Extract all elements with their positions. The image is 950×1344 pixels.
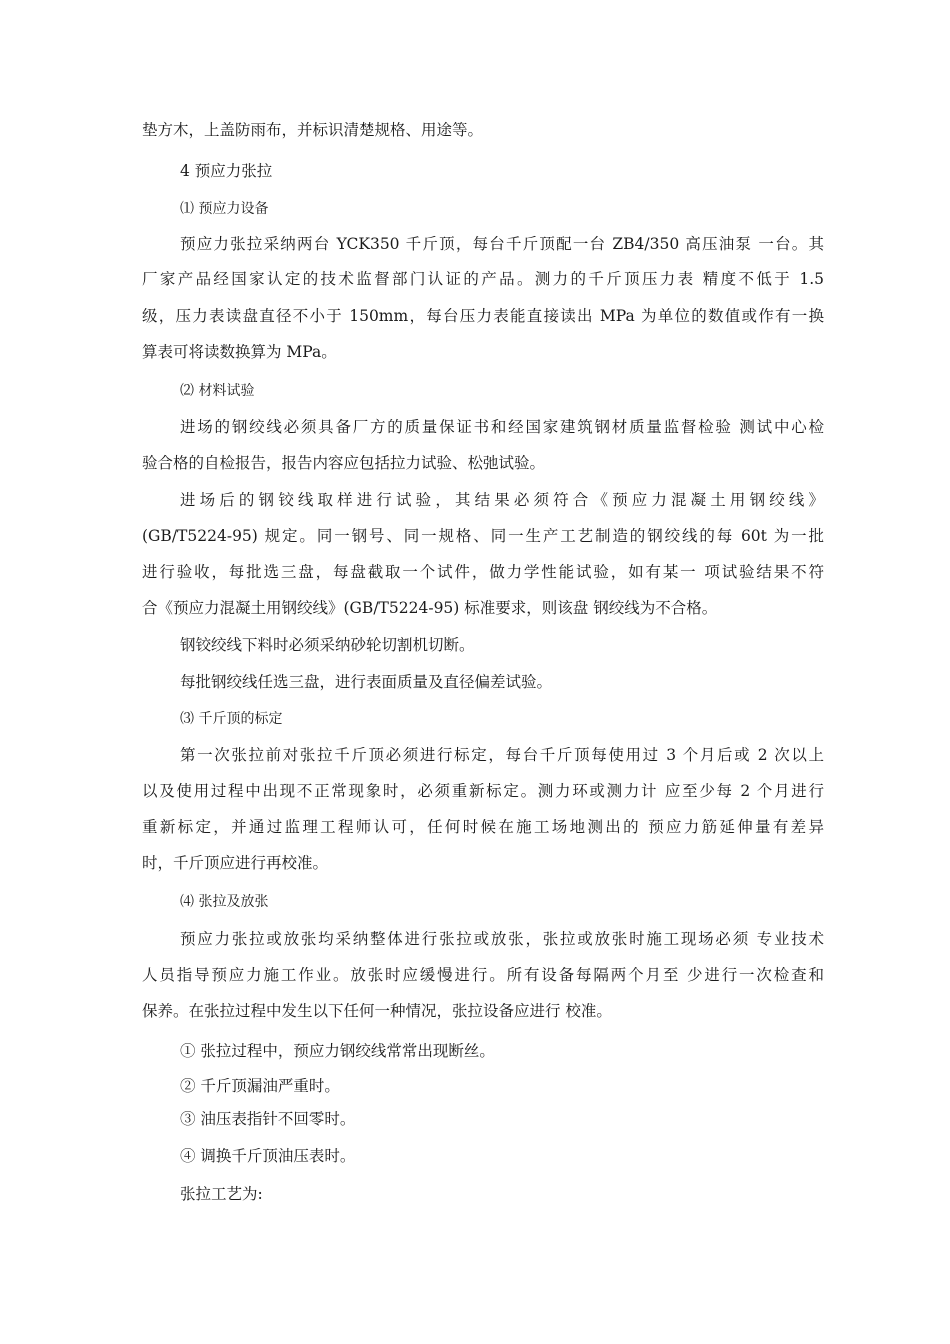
paragraph-line: 钢铰绞线下料时必须采纳砂轮切割机切断。 [180, 636, 475, 654]
text-line: 垫方木，上盖防雨布，并标识清楚规格、用途等。 [142, 121, 484, 139]
list-item: ④ 调换千斤顶油压表时。 [180, 1147, 356, 1165]
paragraph-line: 预应力张拉或放张均采纳整体进行张拉或放张，张拉或放张时施工现场必须 专业技术 [180, 930, 824, 948]
paragraph-line: 以及使用过程中出现不正常现象时，必须重新标定。测力环或测力计 应至少每 2 个月进行 [142, 782, 824, 800]
paragraph-line: 进行验收，每批选三盘，每盘截取一个试件，做力学性能试验，如有某一 项试验结果不符 [142, 563, 824, 581]
paragraph-line: 厂家产品经国家认定的技术监督部门认证的产品。测力的千斤顶压力表 精度不低于 1.5 [142, 270, 824, 288]
paragraph-line: 时，千斤顶应进行再校准。 [142, 854, 329, 872]
paragraph-line: 合《预应力混凝土用钢绞线》(GB/T5224-95) 标准要求，则该盘 钢绞线为不合格。 [142, 599, 718, 617]
list-item: ② 千斤顶漏油严重时。 [180, 1077, 340, 1095]
subsection-heading: ⑴ 预应力设备 [180, 201, 269, 217]
list-item: ① 张拉过程中，预应力钢绞线常常出现断丝。 [180, 1042, 495, 1060]
paragraph-line: (GB/T5224-95) 规定。同一钢号、同一规格、同一生产工艺制造的钢绞线的每 60t 为一批 [142, 527, 824, 545]
paragraph-line: 进场后的钢铰线取样进行试验，其结果必须符合《预应力混凝土用钢绞线》 [180, 491, 824, 509]
subsection-heading: ⑵ 材料试验 [180, 383, 255, 399]
paragraph-line: 算表可将读数换算为 MPa。 [142, 343, 337, 361]
section-heading: 4 预应力张拉 [180, 162, 273, 180]
subsection-heading: ⑷ 张拉及放张 [180, 894, 269, 910]
paragraph-line: 级，压力表读盘直径不小于 150mm，每台压力表能直接读出 MPa 为单位的数值或作有一换 [142, 307, 824, 325]
paragraph-line: 保养。在张拉过程中发生以下任何一种情况，张拉设备应进行 校准。 [142, 1002, 612, 1020]
paragraph-line: 预应力张拉采纳两台 YCK350 千斤顶，每台千斤顶配一台 ZB4/350 高压油泵 一台。其 [180, 235, 824, 253]
paragraph-line: 验合格的自检报告，报告内容应包括拉力试验、松弛试验。 [142, 454, 546, 472]
paragraph-line: 第一次张拉前对张拉千斤顶必须进行标定，每台千斤顶每使用过 3 个月后或 2 次以上 [180, 746, 824, 764]
paragraph-line: 进场的钢绞线必须具备厂方的质量保证书和经国家建筑钢材质量监督检验 测试中心检 [180, 418, 824, 436]
paragraph-line: 重新标定，并通过监理工程师认可，任何时候在施工场地测出的 预应力筋延伸量有差异 [142, 818, 824, 836]
paragraph-line: 每批钢绞线任选三盘，进行表面质量及直径偏差试验。 [180, 673, 553, 691]
subsection-heading: ⑶ 千斤顶的标定 [180, 711, 283, 727]
paragraph-line: 张拉工艺为: [180, 1185, 263, 1203]
list-item: ③ 油压表指针不回零时。 [180, 1110, 356, 1128]
paragraph-line: 人员指导预应力施工作业。放张时应缓慢进行。所有设备每隔两个月至 少进行一次检查和 [142, 966, 824, 984]
